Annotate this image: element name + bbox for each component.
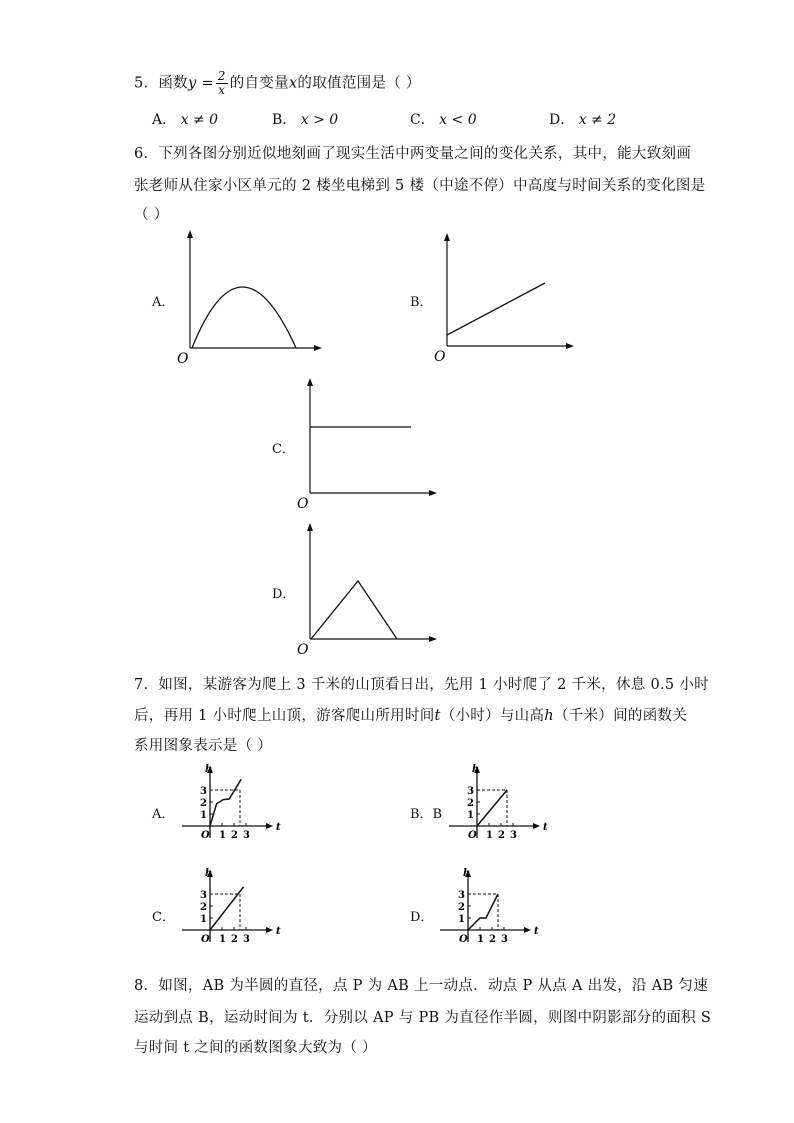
q7-option-a-label[interactable]: A． xyxy=(152,807,175,822)
q5-func-lhs: y = xyxy=(187,75,214,92)
option-text: x ≠ 0 xyxy=(180,112,219,128)
y-tick-label: 3 xyxy=(200,786,207,797)
x-arrow xyxy=(533,823,540,829)
option-key: C． xyxy=(410,112,435,128)
x-arrow xyxy=(524,927,531,933)
q7-graph-a[interactable] xyxy=(178,764,281,849)
q6-graph-c[interactable] xyxy=(295,378,445,510)
q7-line-1: 7．如图，某游客为爬上 3 千米的山顶看日出，先用 1 小时爬了 2 千米，休息 0.5 小时 xyxy=(134,677,709,693)
q6-option-c-label[interactable]: C． xyxy=(272,442,295,457)
y-axis-name: h xyxy=(205,764,213,775)
option-key: B． xyxy=(272,112,297,128)
y-tick-label: 3 xyxy=(458,890,465,901)
origin-label: O xyxy=(201,934,210,945)
y-tick-label: 3 xyxy=(200,890,207,901)
x-axis-name: t xyxy=(276,926,281,937)
q6-graph-d[interactable] xyxy=(295,523,445,658)
y-arrow xyxy=(307,378,313,386)
origin-label: O xyxy=(177,351,189,367)
x-arrow xyxy=(266,823,273,829)
origin-label: O xyxy=(434,349,446,365)
x-axis-name: t xyxy=(534,926,539,937)
q8-line-1: 8．如图，AB 为半圆的直径，点 P 为 AB 上一动点．动点 P 从点 A 出发，沿 AB 匀速 xyxy=(134,978,708,994)
option-text: x < 0 xyxy=(439,112,477,128)
y-tick-label: 3 xyxy=(467,786,474,797)
q5-suffix-b: 的取值范围是（ ） xyxy=(297,75,421,92)
x-arrow xyxy=(429,636,437,642)
origin-label: O xyxy=(201,830,210,841)
option-text: x > 0 xyxy=(300,112,339,128)
q5-fraction xyxy=(216,70,228,97)
option-key: A． xyxy=(152,112,177,128)
x-arrow xyxy=(266,927,273,933)
q6-option-b-label[interactable]: B． xyxy=(410,295,433,310)
q7-line-2-c: （千米）间的函数关 xyxy=(553,708,688,724)
x-tick-label: 2 xyxy=(231,830,238,841)
y-tick-label: 1 xyxy=(467,810,474,821)
x-tick-label: 2 xyxy=(489,934,496,945)
q5-numerator: 2 xyxy=(217,69,226,83)
y-arrow xyxy=(187,230,193,238)
y-tick-label: 1 xyxy=(458,914,465,925)
graph-line xyxy=(210,887,244,930)
q6-line-3: （ ） xyxy=(134,207,169,223)
q7-t-var: t xyxy=(434,708,441,724)
q8-line-3: 与时间 t 之间的函数图象大致为（ ） xyxy=(134,1040,377,1056)
q6-option-a-label[interactable]: A． xyxy=(152,295,175,310)
q5-option-b[interactable] xyxy=(272,109,338,129)
q7-graph-c[interactable] xyxy=(178,868,281,953)
x-tick-label: 1 xyxy=(486,830,493,841)
q8-line-2: 运动到点 B，运动时间为 t．分别以 AP 与 PB 为直径作半圆，则图中阴影部分的面积 S xyxy=(134,1010,712,1026)
q5-option-d[interactable] xyxy=(549,109,616,129)
origin-label: O xyxy=(468,830,477,841)
increasing-line xyxy=(447,283,545,335)
q6-line-1: 6．下列各图分别近似地刻画了现实生活中两变量之间的变化关系，其中，能大致刻画 xyxy=(134,146,692,162)
y-tick-label: 2 xyxy=(458,902,465,913)
q5-suffix-a: 的自变量 xyxy=(229,75,289,92)
graph-line xyxy=(477,790,507,826)
parabola-curve xyxy=(192,287,296,348)
x-axis-name: t xyxy=(543,822,548,833)
option-text: x ≠ 2 xyxy=(578,112,617,128)
q7-line-2-b: （小时）与山高 xyxy=(440,708,545,724)
x-tick-label: 3 xyxy=(510,830,517,841)
q6-option-d-label[interactable]: D． xyxy=(272,587,296,602)
q5-prefix: 5．函数 xyxy=(134,75,188,92)
q6-line-2: 张老师从住家小区单元的 2 楼坐电梯到 5 楼（中途不停）中高度与时间关系的变化图是 xyxy=(134,178,706,194)
origin-label: O xyxy=(297,642,309,658)
x-tick-label: 2 xyxy=(498,830,505,841)
q7-line-2 xyxy=(134,704,687,725)
graph-line xyxy=(210,779,241,826)
x-tick-label: 1 xyxy=(219,830,226,841)
q7-option-d-label[interactable]: D． xyxy=(410,910,434,925)
q5-denominator: x xyxy=(218,83,226,97)
x-axis-name: t xyxy=(276,822,281,833)
y-tick-label: 1 xyxy=(200,914,207,925)
x-arrow xyxy=(314,345,322,351)
y-tick-label: 2 xyxy=(200,798,207,809)
q7-graph-d[interactable] xyxy=(436,868,546,953)
q7-option-c-label[interactable]: C． xyxy=(152,910,175,925)
q7-option-b-label[interactable]: B．B xyxy=(410,807,443,822)
q6-graph-b[interactable] xyxy=(432,233,582,363)
x-tick-label: 3 xyxy=(243,934,250,945)
x-tick-label: 3 xyxy=(501,934,508,945)
y-tick-label: 1 xyxy=(200,810,207,821)
q7-graph-b[interactable] xyxy=(445,764,548,849)
x-tick-label: 3 xyxy=(243,830,250,841)
y-tick-label: 2 xyxy=(200,902,207,913)
q5-option-c[interactable] xyxy=(410,109,477,129)
origin-label: O xyxy=(459,934,468,945)
q7-h-var: h xyxy=(544,708,554,724)
triangle-line xyxy=(311,581,397,639)
y-arrow xyxy=(444,233,450,241)
q7-line-2-a: 后，再用 1 小时爬上山顶，游客爬山所用时间 xyxy=(134,708,435,724)
y-axis-name: h xyxy=(205,868,213,879)
x-tick-label: 2 xyxy=(231,934,238,945)
x-tick-label: 1 xyxy=(219,934,226,945)
y-tick-label: 2 xyxy=(467,798,474,809)
y-axis-name: h xyxy=(472,764,480,775)
y-arrow xyxy=(307,523,313,531)
q6-graph-a[interactable] xyxy=(175,230,325,365)
q5-var: x xyxy=(288,75,298,92)
y-axis-name: h xyxy=(463,868,471,879)
option-key: D． xyxy=(549,112,575,128)
x-tick-label: 1 xyxy=(477,934,484,945)
x-arrow xyxy=(429,490,437,496)
q5-option-a[interactable] xyxy=(152,109,218,129)
q5-stem xyxy=(134,70,421,97)
origin-label: O xyxy=(297,496,309,512)
q7-line-3: 系用图象表示是（ ） xyxy=(134,738,273,754)
x-arrow xyxy=(566,343,574,349)
graph-line xyxy=(468,894,498,930)
